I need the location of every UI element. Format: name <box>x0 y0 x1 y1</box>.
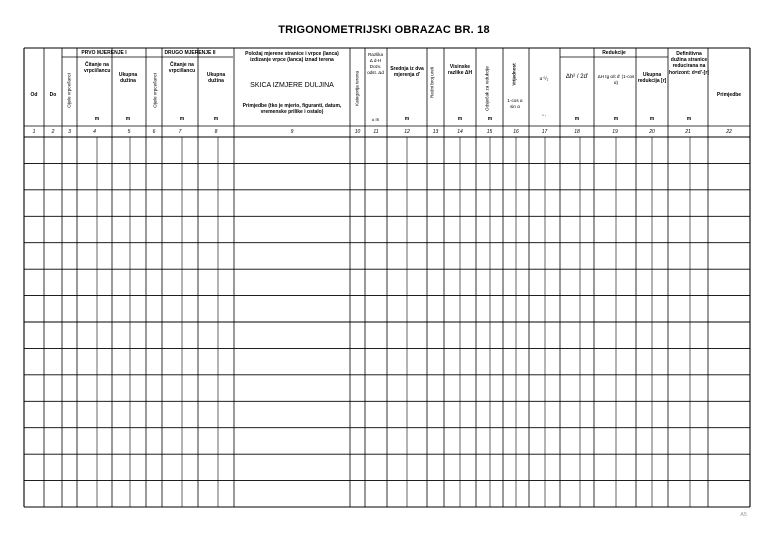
column-number-10: 10 <box>354 129 361 135</box>
column-number-21: 21 <box>685 129 691 135</box>
unit-m-4: m <box>94 116 100 122</box>
header-degmin: ° ′ <box>542 114 546 119</box>
header-visinske: Visinske razlike ΔH <box>447 64 473 77</box>
unit-pm: ± m <box>371 117 380 122</box>
column-number-8: 8 <box>214 129 218 135</box>
unit-m-12: m <box>404 116 410 122</box>
column-number-11: 11 <box>373 129 379 135</box>
column-number-20: 20 <box>649 129 655 135</box>
unit-m-18: m <box>574 116 580 122</box>
column-number-9: 9 <box>290 129 294 135</box>
header-primjedbe-sub: Primjedbe (tko je mjerio, figuranti, datum, vremenske prilike i ostalo) <box>242 103 342 116</box>
header-definitivna: Definitivna dužina stranice reducirana na horizont: d=d'-[r] <box>669 51 709 76</box>
unit-m-20: m <box>649 116 655 122</box>
column-number-14: 14 <box>457 129 463 135</box>
unit-m-14: m <box>457 116 463 122</box>
header-ukupna-1: Ukupna dužina <box>118 72 138 85</box>
column-number-4: 4 <box>93 129 96 135</box>
header-razlika: Razlika Δ d-H Dozv. odst. Δd <box>367 52 384 75</box>
header-citanje-2: Čitanje na vrpci/lancu <box>168 62 196 75</box>
header-vrijednost: Vrijednost <box>511 63 517 86</box>
header-ukupna-red: Ukupna redukcija [r] <box>637 72 667 85</box>
header-srednja: Srednja iz dva mjerenja d' <box>390 66 424 79</box>
column-number-13: 13 <box>432 129 439 135</box>
column-number-7: 7 <box>178 129 182 135</box>
column-number-16: 16 <box>513 129 519 135</box>
unit-m-19: m <box>613 116 619 122</box>
unit-m-8: m <box>213 116 219 122</box>
header-kategorija: Kategorija terena <box>354 71 360 106</box>
column-number-12: 12 <box>404 129 410 135</box>
header-red-b: ΔH tg α/t d' (1-cos α) <box>597 74 635 85</box>
header-skica: SKICA IZMJERE DULJINA <box>250 82 334 89</box>
group-redukcije: Redukcije <box>602 50 626 56</box>
header-cijele-vrpce-2: Cijele vrpce/lanci <box>152 73 158 108</box>
header-cos-sin: 1-cos α sin α <box>507 98 523 109</box>
column-number-6: 6 <box>152 129 156 135</box>
column-number-3: 3 <box>68 129 71 135</box>
group-drugo-mjerenje: DRUGO MJERENJE II <box>164 50 216 56</box>
unit-m-5: m <box>125 116 131 122</box>
unit-m-21: m <box>686 116 692 122</box>
header-citanje-1: Čitanje na vrpci/lancu <box>84 62 111 75</box>
column-number-22: 22 <box>726 129 732 135</box>
header-do: Do <box>49 92 57 98</box>
column-number-17: 17 <box>541 129 548 135</box>
unit-m-15: m <box>487 116 493 122</box>
form-title: TRIGONOMETRIJSKI OBRAZAC BR. 18 <box>278 24 490 36</box>
column-number-15: 15 <box>486 129 493 135</box>
header-polozaj: Položaj mjerene stranice i vrpce (lanca) izdizanje vrpce (lanca) iznad terena <box>245 51 339 64</box>
header-alpha: α ⁰/₂ <box>539 76 549 81</box>
header-odsjecak: Odsječak za redukcije <box>484 66 490 111</box>
column-number-2: 2 <box>51 129 55 135</box>
column-number-1: 1 <box>32 129 36 135</box>
unit-m-7: m <box>179 116 185 122</box>
header-od: Od <box>30 92 38 98</box>
column-number-19: 19 <box>612 129 618 135</box>
header-ukupna-2: Ukupna dužina <box>206 72 226 85</box>
column-number-5: 5 <box>127 129 131 135</box>
header-cijele-vrpce-1: Cijele vrpce/lanci <box>66 73 72 108</box>
page-format-label: A5 <box>740 512 747 518</box>
group-prvo-mjerenje: PRVO MJERENJE I <box>81 50 127 56</box>
header-red-a: Δh² / 2d' <box>565 74 589 80</box>
header-primjedbe: Primjedbe <box>716 92 742 98</box>
header-redni-broj: Redni broj ureli <box>429 67 435 98</box>
column-number-18: 18 <box>574 129 580 135</box>
